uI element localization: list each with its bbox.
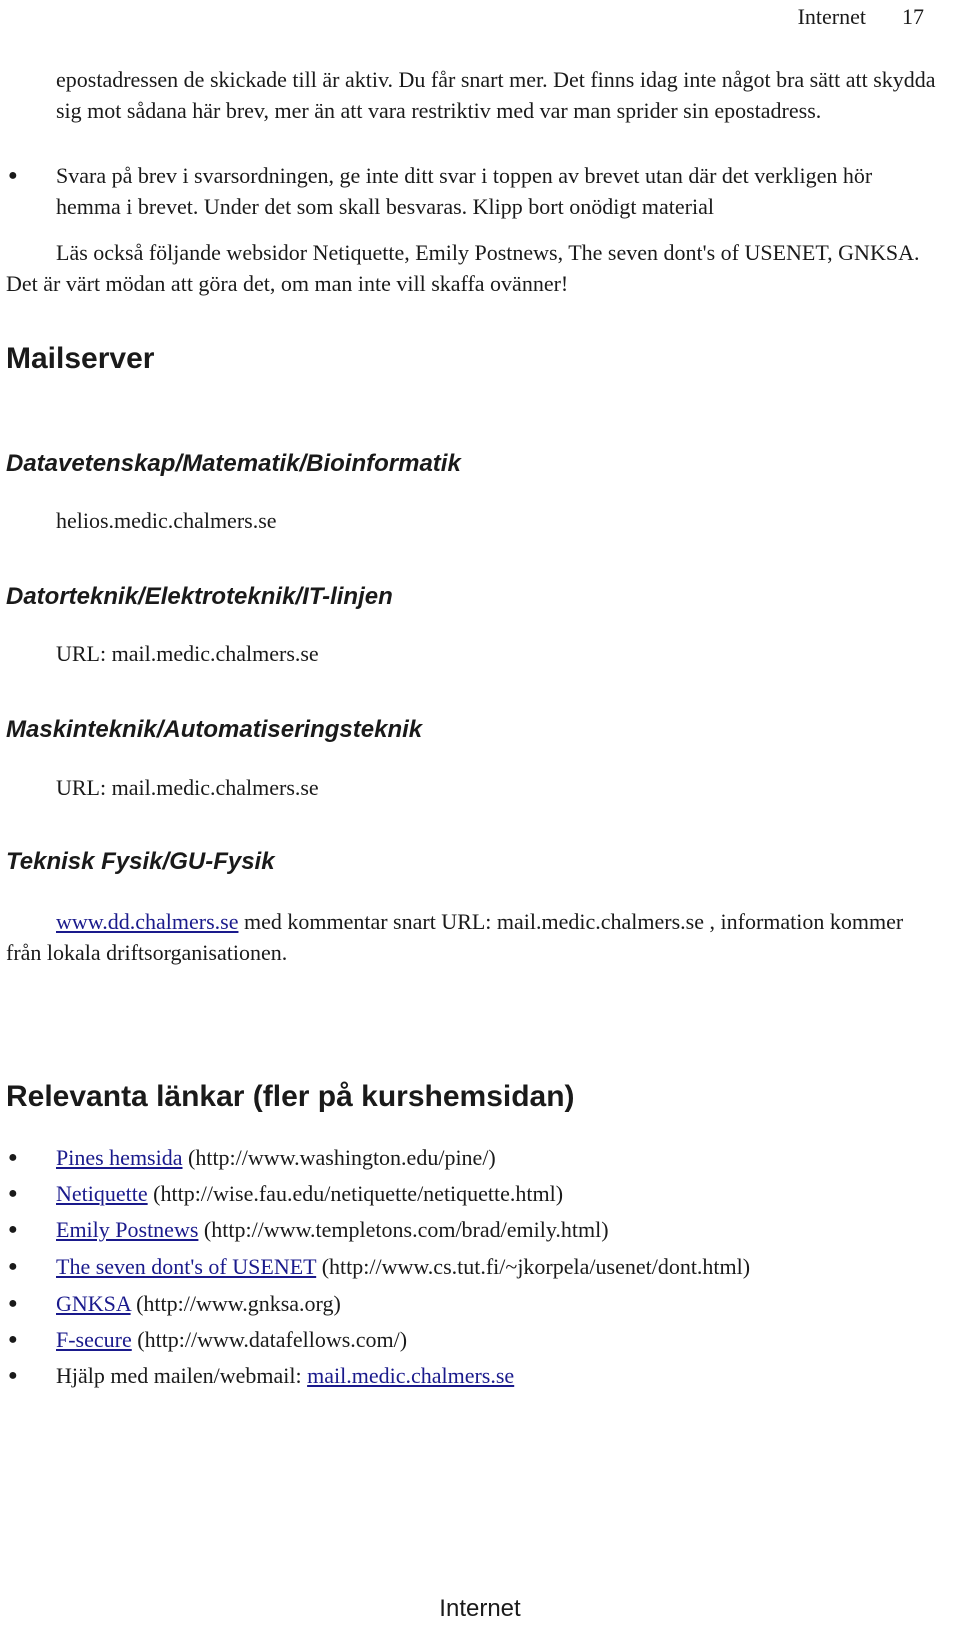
link-netiquette[interactable]: Netiquette [56,1181,148,1206]
bullet-icon: ● [8,1258,18,1275]
section-title-fysik: Teknisk Fysik/GU-Fysik [6,848,275,875]
read-more-paragraph: Läs också följande websidor Netiquette, Emily Postnews, The seven dont's of USENET, GNKSA. Det är värt mödan att göra det, om man inte vill skaffa ovänner! [6,240,920,296]
fysik-note-text: med kommentar snart URL: mail.medic.chalmers.se , information kommer från lokala driftsorganisationen. [6,909,904,965]
bullet-icon: ● [8,1221,18,1238]
list-item [0,1288,940,1322]
bullet-icon: ● [8,1331,18,1348]
link-seven-donts[interactable]: The seven dont's of USENET [56,1254,317,1279]
list-item [0,1214,940,1248]
links-heading: Relevanta länkar (fler på kurshemsidan) [6,1080,575,1113]
section-title-datorteknik: Datorteknik/Elektroteknik/IT-linjen [6,583,393,610]
list-item [0,1324,940,1358]
header-title: Internet [797,4,866,29]
bullet-icon: ● [8,1367,18,1384]
list-item [0,1360,940,1394]
link-url: (http://www.templetons.com/brad/emily.html) [198,1217,609,1242]
server-maskinteknik: URL: mail.medic.chalmers.se [56,775,319,800]
bullet-icon: ● [8,167,18,184]
link-pines[interactable]: Pines hemsida [56,1145,183,1170]
section-title-datavetenskap: Datavetenskap/Matematik/Bioinformatik [6,450,461,477]
webmail-text: Hjälp med mailen/webmail: [56,1363,308,1388]
section-title-maskinteknik: Maskinteknik/Automatiseringsteknik [6,716,423,743]
link-url: (http://www.datafellows.com/) [131,1327,408,1352]
link-emily-postnews[interactable]: Emily Postnews [56,1217,199,1242]
link-gnksa[interactable]: GNKSA [56,1291,131,1316]
link-url: (http://www.gnksa.org) [130,1291,341,1316]
link-f-secure[interactable]: F-secure [56,1327,132,1352]
bullet-icon: ● [8,1149,18,1166]
page-number: 17 [902,4,924,29]
list-item [0,1142,940,1176]
server-datorteknik: URL: mail.medic.chalmers.se [56,641,319,666]
link-webmail[interactable]: mail.medic.chalmers.se [307,1363,515,1388]
link-url: (http://www.cs.tut.fi/~jkorpela/usenet/dont.html) [316,1254,751,1279]
bullet-icon: ● [8,1295,18,1312]
reply-bullet-text: Svara på brev i svarsordningen, ge inte ditt svar i toppen av brevet utan där det verkligen hör hemma i brevet. Under det som skall besvaras. Klipp bort onödigt material [56,163,873,219]
server-datavetenskap: helios.medic.chalmers.se [56,508,277,533]
list-item [0,1251,940,1285]
page-header [798,4,924,30]
dd-chalmers-link[interactable]: www.dd.chalmers.se [56,909,239,934]
fysik-note-paragraph [6,906,926,968]
link-url: (http://www.washington.edu/pine/) [182,1145,496,1170]
page-footer: Internet [439,1595,521,1622]
continuation-paragraph: epostadressen de skickade till är aktiv. Du får snart mer. Det finns idag inte något bra sätt att skydda sig mot sådana här brev, mer än att vara restriktiv med var man sprider sin epostadress. [56,67,936,123]
list-item [0,1178,940,1212]
link-url: (http://wise.fau.edu/netiquette/netiquette.html) [147,1181,564,1206]
bullet-icon: ● [8,1185,18,1202]
mailserver-heading: Mailserver [6,342,155,375]
